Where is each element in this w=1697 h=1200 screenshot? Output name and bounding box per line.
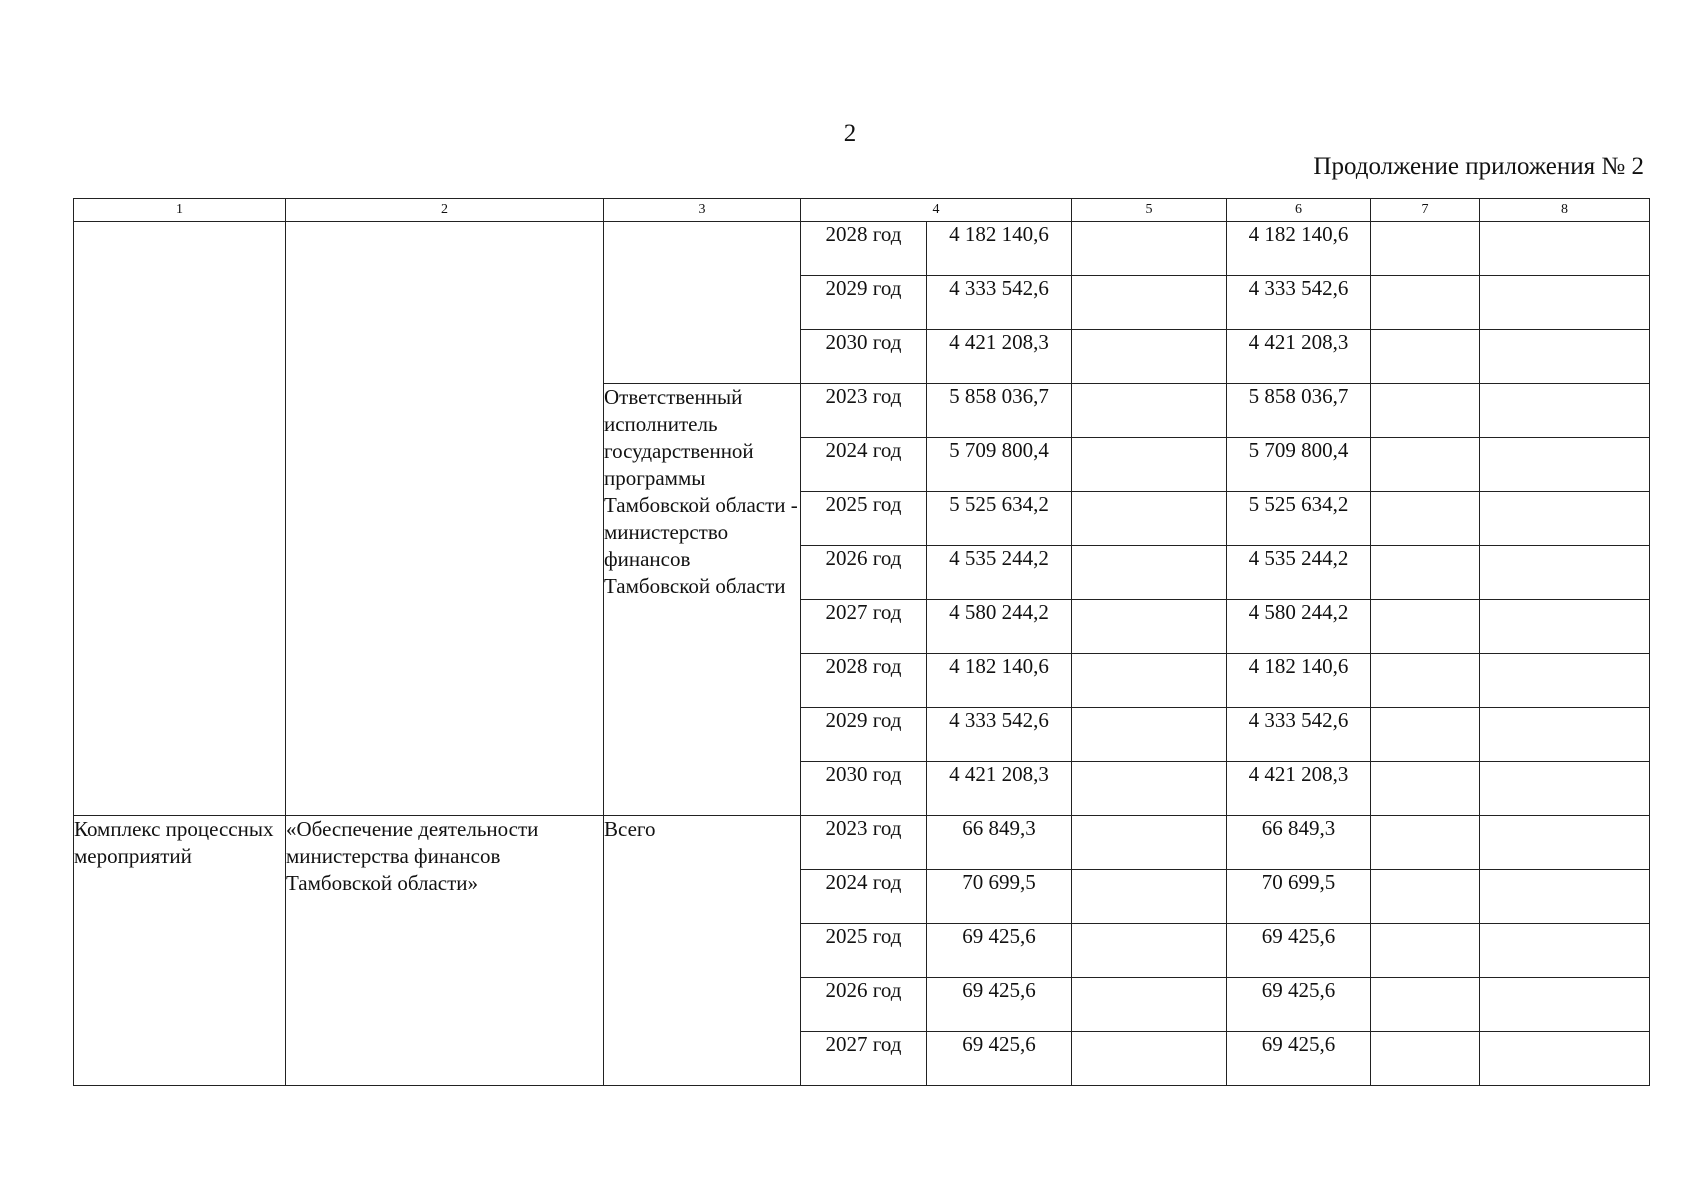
column-7-cell — [1371, 1032, 1480, 1086]
column-number: 8 — [1480, 199, 1650, 222]
column-7-cell — [1371, 654, 1480, 708]
total-amount-cell: 69 425,6 — [927, 978, 1072, 1032]
column-5-cell — [1072, 600, 1227, 654]
column-6-amount-cell: 69 425,6 — [1227, 978, 1371, 1032]
column-7-cell — [1371, 546, 1480, 600]
column-8-cell — [1480, 1032, 1650, 1086]
year-cell: 2030 год — [801, 330, 927, 384]
year-cell: 2026 год — [801, 978, 927, 1032]
column-5-cell — [1072, 978, 1227, 1032]
column-7-cell — [1371, 924, 1480, 978]
column-8-cell — [1480, 600, 1650, 654]
total-amount-cell: 69 425,6 — [927, 1032, 1072, 1086]
column-6-amount-cell: 5 858 036,7 — [1227, 384, 1371, 438]
column-7-cell — [1371, 870, 1480, 924]
column-5-cell — [1072, 276, 1227, 330]
column-8-cell — [1480, 384, 1650, 438]
section-name-cell — [286, 222, 604, 816]
section-name-cell: «Обеспечение деятельности министерства финансов Тамбовской области» — [286, 816, 604, 1086]
column-number: 1 — [74, 199, 286, 222]
total-amount-cell: 4 333 542,6 — [927, 276, 1072, 330]
section-type-cell — [74, 222, 286, 816]
column-7-cell — [1371, 978, 1480, 1032]
column-6-amount-cell: 4 421 208,3 — [1227, 330, 1371, 384]
year-cell: 2025 год — [801, 924, 927, 978]
column-5-cell — [1072, 1032, 1227, 1086]
column-8-cell — [1480, 762, 1650, 816]
column-number: 6 — [1227, 199, 1371, 222]
column-number: 2 — [286, 199, 604, 222]
total-amount-cell: 4 333 542,6 — [927, 708, 1072, 762]
column-5-cell — [1072, 492, 1227, 546]
column-5-cell — [1072, 330, 1227, 384]
column-6-amount-cell: 5 525 634,2 — [1227, 492, 1371, 546]
column-6-amount-cell: 69 425,6 — [1227, 1032, 1371, 1086]
year-cell: 2023 год — [801, 384, 927, 438]
column-8-cell — [1480, 276, 1650, 330]
total-amount-cell: 5 709 800,4 — [927, 438, 1072, 492]
column-5-cell — [1072, 438, 1227, 492]
year-cell: 2025 год — [801, 492, 927, 546]
year-cell: 2027 год — [801, 1032, 927, 1086]
appendix-continuation-note: Продолжение приложения № 2 — [1313, 153, 1644, 180]
total-amount-cell: 4 421 208,3 — [927, 762, 1072, 816]
column-5-cell — [1072, 222, 1227, 276]
total-amount-cell: 5 525 634,2 — [927, 492, 1072, 546]
year-cell: 2030 год — [801, 762, 927, 816]
column-number: 3 — [604, 199, 801, 222]
column-6-amount-cell: 4 333 542,6 — [1227, 276, 1371, 330]
responsible-party-cell: Всего — [604, 816, 801, 1086]
column-7-cell — [1371, 816, 1480, 870]
column-8-cell — [1480, 816, 1650, 870]
column-7-cell — [1371, 600, 1480, 654]
total-amount-cell: 4 535 244,2 — [927, 546, 1072, 600]
column-6-amount-cell: 4 580 244,2 — [1227, 600, 1371, 654]
column-7-cell — [1371, 330, 1480, 384]
column-5-cell — [1072, 816, 1227, 870]
year-cell: 2024 год — [801, 870, 927, 924]
column-6-amount-cell: 4 182 140,6 — [1227, 222, 1371, 276]
column-8-cell — [1480, 492, 1650, 546]
column-7-cell — [1371, 708, 1480, 762]
column-7-cell — [1371, 222, 1480, 276]
column-6-amount-cell: 4 421 208,3 — [1227, 762, 1371, 816]
total-amount-cell: 4 421 208,3 — [927, 330, 1072, 384]
table-body — [74, 222, 1650, 1086]
total-amount-cell: 5 858 036,7 — [927, 384, 1072, 438]
column-5-cell — [1072, 708, 1227, 762]
column-7-cell — [1371, 762, 1480, 816]
year-cell: 2027 год — [801, 600, 927, 654]
column-6-amount-cell: 4 535 244,2 — [1227, 546, 1371, 600]
year-cell: 2023 год — [801, 816, 927, 870]
column-8-cell — [1480, 330, 1650, 384]
column-8-cell — [1480, 924, 1650, 978]
column-6-amount-cell: 70 699,5 — [1227, 870, 1371, 924]
total-amount-cell: 69 425,6 — [927, 924, 1072, 978]
column-8-cell — [1480, 978, 1650, 1032]
column-number: 4 — [801, 199, 1072, 222]
column-5-cell — [1072, 546, 1227, 600]
column-8-cell — [1480, 708, 1650, 762]
column-6-amount-cell: 66 849,3 — [1227, 816, 1371, 870]
column-7-cell — [1371, 384, 1480, 438]
column-5-cell — [1072, 762, 1227, 816]
column-8-cell — [1480, 654, 1650, 708]
column-5-cell — [1072, 924, 1227, 978]
table-row — [74, 222, 1650, 276]
page-number: 2 — [843, 120, 857, 147]
column-7-cell — [1371, 276, 1480, 330]
column-8-cell — [1480, 438, 1650, 492]
section-type-cell: Комплекс процессных мероприятий — [74, 816, 286, 1086]
column-6-amount-cell: 5 709 800,4 — [1227, 438, 1371, 492]
column-7-cell — [1371, 438, 1480, 492]
column-5-cell — [1072, 870, 1227, 924]
total-amount-cell: 70 699,5 — [927, 870, 1072, 924]
total-amount-cell: 4 182 140,6 — [927, 654, 1072, 708]
total-amount-cell: 66 849,3 — [927, 816, 1072, 870]
responsible-party-cell — [604, 222, 801, 384]
year-cell: 2029 год — [801, 276, 927, 330]
column-5-cell — [1072, 654, 1227, 708]
column-8-cell — [1480, 870, 1650, 924]
year-cell: 2024 год — [801, 438, 927, 492]
column-7-cell — [1371, 492, 1480, 546]
column-number: 7 — [1371, 199, 1480, 222]
responsible-party-cell: Ответственный исполнитель государственной программы Тамбовской области - министерство финансов Тамбовской области — [604, 384, 801, 816]
year-cell: 2028 год — [801, 654, 927, 708]
column-number: 5 — [1072, 199, 1227, 222]
column-5-cell — [1072, 384, 1227, 438]
column-8-cell — [1480, 222, 1650, 276]
year-cell: 2026 год — [801, 546, 927, 600]
column-number-row — [74, 199, 1650, 222]
total-amount-cell: 4 182 140,6 — [927, 222, 1072, 276]
column-8-cell — [1480, 546, 1650, 600]
year-cell: 2029 год — [801, 708, 927, 762]
table-row — [74, 816, 1650, 870]
column-6-amount-cell: 4 333 542,6 — [1227, 708, 1371, 762]
budget-table — [73, 198, 1650, 1086]
column-6-amount-cell: 69 425,6 — [1227, 924, 1371, 978]
column-6-amount-cell: 4 182 140,6 — [1227, 654, 1371, 708]
total-amount-cell: 4 580 244,2 — [927, 600, 1072, 654]
year-cell: 2028 год — [801, 222, 927, 276]
